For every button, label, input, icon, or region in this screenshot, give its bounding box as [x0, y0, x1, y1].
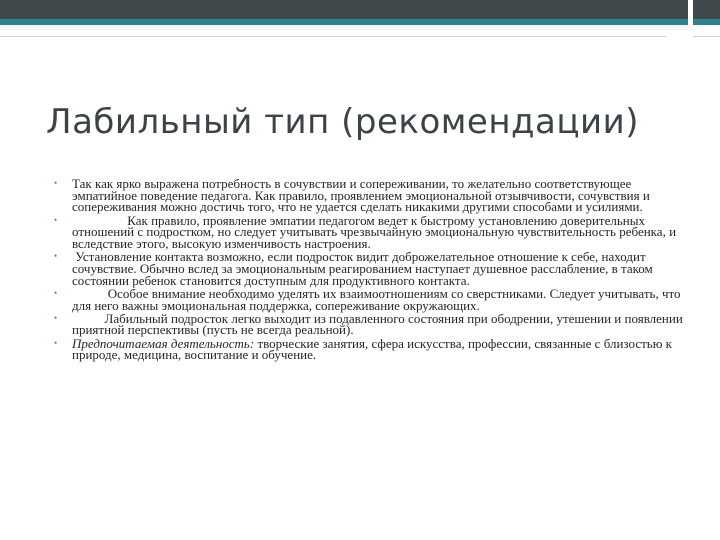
bullet-text: Так как ярко выражена потребность в сочувствии и сопереживании, то желательно соответствующее эмпатийное поведение педагога. Как правило, проявлением эмоциональной отзывчивости, сочувствия и сопереживания можно достичь того, что не удается сделать никакими другими способами и усилиями. — [72, 176, 654, 215]
bullet-marker: • — [54, 214, 58, 225]
bullet-marker: • — [54, 251, 58, 262]
bullet-lead-italic: Предпочитаемая деятельность: — [72, 335, 255, 351]
bullet-item — [52, 335, 692, 363]
bullet-text: Лабильный подросток легко выходит из подавленного состояния при ободрении, утешении и появлении приятной перспективы (пусть не всегда реальной). — [72, 310, 687, 338]
header-rule-right — [693, 36, 720, 37]
bullet-item — [52, 212, 692, 252]
bullet-text: Особое внимание необходимо уделять их взаимоотношениям со сверстниками. Следует учитывать, что для него важны эмоциональная поддержка, сопереживание окружающих. — [72, 285, 684, 313]
bullet-item — [52, 178, 692, 213]
bullet-list — [52, 178, 692, 363]
bullet-item — [52, 310, 692, 338]
header-accent-band — [0, 19, 688, 25]
bullet-text: Как правило, проявление эмпатии педагогом ведет к быстрому установлению доверительных отношений с подростком, но следует учитывать чрезвычайную эмоциональную чувствительность ребенка, и вследствие этого, высокую изменчивость настроения. — [72, 212, 680, 252]
bullet-marker: • — [54, 178, 58, 188]
bullet-marker: • — [54, 312, 58, 323]
bullet-item — [52, 285, 692, 313]
bullet-marker: • — [54, 287, 58, 298]
bullet-text: творческие занятия, сфера искусства, профессии, связанные с близостью к природе, медицина, воспитание и обучение. — [72, 335, 672, 363]
bullet-marker: • — [54, 337, 58, 348]
slide-header-bar — [0, 0, 720, 30]
header-corner-dark — [693, 0, 720, 19]
header-rule-left — [0, 36, 666, 37]
header-corner-accent — [693, 19, 720, 25]
bullet-item — [52, 251, 692, 286]
slide-title: Лабильный тип (рекомендации) — [46, 102, 639, 142]
bullet-text: Установление контакта возможно, если подросток видит доброжелательное отношение к себе, находит сочувствие. Обычно вслед за эмоциональным реагированием наступает душевное расслабление, в таком состоянии ребенок становится доступным для продуктивного контакта. — [72, 249, 656, 288]
header-dark-band — [0, 0, 688, 19]
